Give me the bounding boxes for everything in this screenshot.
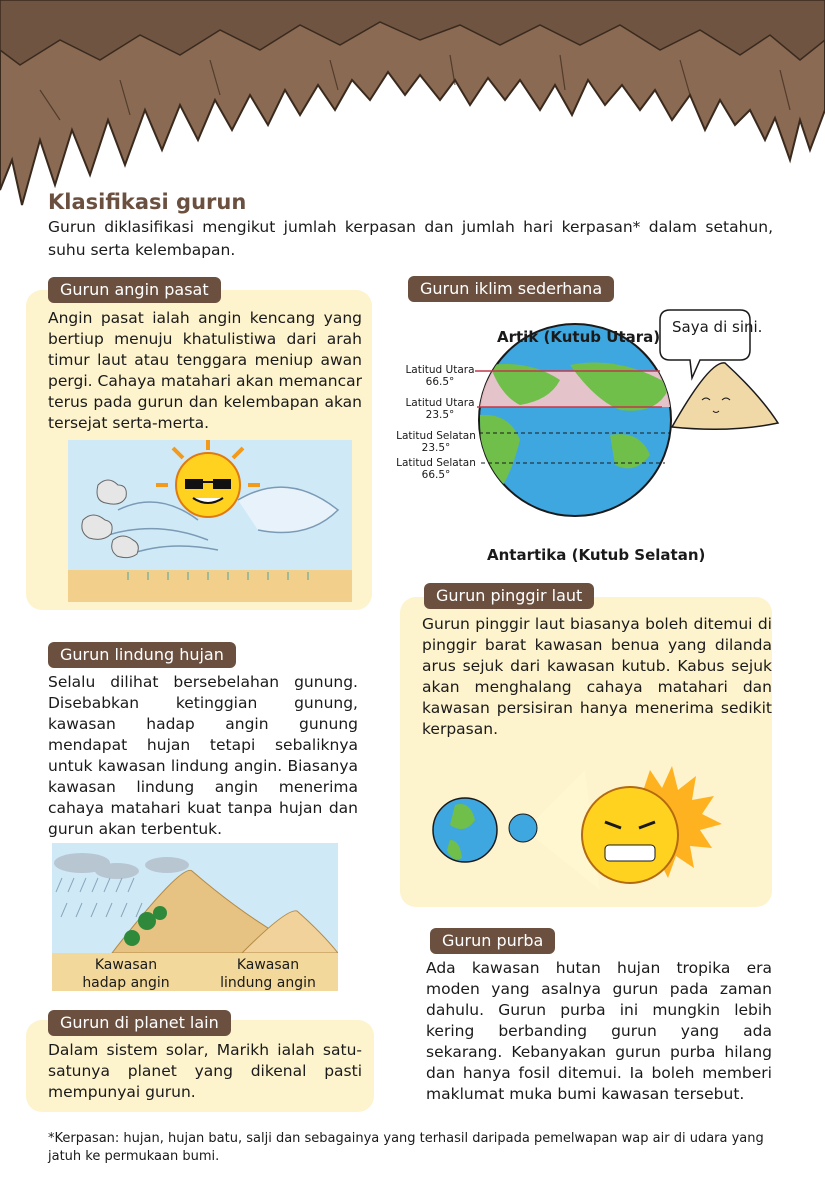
coastal-sun-earth-illustration [425, 760, 770, 900]
latitude-23-south: Latitud Selatan 23.5° [396, 430, 476, 454]
angin-pasat-text: Angin pasat ialah angin kencang yang bertiup menuju khatulistiwa dari arah timur laut atau tenggara meniup awan pergi. Cahaya matahari akan memancar terus pada gurun dan kelembapan akan tersejat serta-merta. [48, 309, 362, 432]
pinggir-laut-label: Gurun pinggir laut [424, 583, 594, 609]
lindung-hujan-text: Selalu dilihat bersebelahan gunung. Disebabkan ketinggian gunung, kawasan hadap angin gunung mendapat hujan tetapi sebaliknya untuk kawasan lindung angin. Biasanya kawasan lindung angin menerima cahaya matahari kuat tanpa hujan dan gurun akan terbentuk. [48, 673, 358, 838]
speech-bubble-text: Saya di sini. [672, 318, 763, 336]
purba-text: Ada kawasan hutan hujan tropika era moden yang asalnya gurun pada zaman dahulu. Gurun purba ini mungkin lebih kering berbanding gurun yang ada sekarang. Kebanyakan gurun purba hilang dan hanya fosil ditemui. Ia boleh memberi maklumat muka bumi kawasan tersebut. [426, 959, 772, 1103]
latitude-23-north: Latitud Utara 23.5° [405, 397, 475, 421]
page-title: Klasifikasi gurun [48, 190, 247, 214]
footnote: *Kerpasan: hujan, hujan batu, salji dan sebagainya yang terhasil daripada pemelwapan wap air di udara yang jatuh ke permukaan bumi. [48, 1131, 764, 1164]
latitude-66-north: Latitud Utara 66.5° [405, 364, 475, 388]
trade-wind-sun-illustration [68, 440, 352, 602]
intro-text: Gurun diklasifikasi mengikut jumlah kerpasan dan jumlah hari kerpasan* dalam setahun, suhu serta kelembapan. [48, 218, 773, 259]
angin-pasat-label: Gurun angin pasat [48, 277, 221, 303]
latitude-66-south: Latitud Selatan 66.5° [396, 457, 476, 481]
antarctic-label: Antartika (Kutub Selatan) [487, 546, 706, 564]
leeward-label: Kawasan lindung angin [220, 957, 316, 991]
windward-label: Kawasan hadap angin [82, 957, 170, 991]
planet-lain-label: Gurun di planet lain [48, 1010, 231, 1036]
lindung-hujan-label: Gurun lindung hujan [48, 642, 236, 668]
cave-stalactite-illustration [0, 0, 825, 215]
iklim-sederhana-label: Gurun iklim sederhana [408, 276, 614, 302]
purba-label: Gurun purba [430, 928, 555, 954]
pinggir-laut-text: Gurun pinggir laut biasanya boleh ditemui di pinggir barat kawasan benua yang dilanda arus sejuk dari kawasan kutub. Kabus sejuk akan menghalang cahaya matahari dan kawasan persisiran hanya menerima sedikit kerpasan. [422, 615, 772, 738]
planet-lain-text: Dalam sistem solar, Marikh ialah satu-satunya planet yang dikenal pasti mempunyai gurun. [48, 1041, 362, 1101]
arctic-label: Artik (Kutub Utara) [497, 328, 661, 346]
